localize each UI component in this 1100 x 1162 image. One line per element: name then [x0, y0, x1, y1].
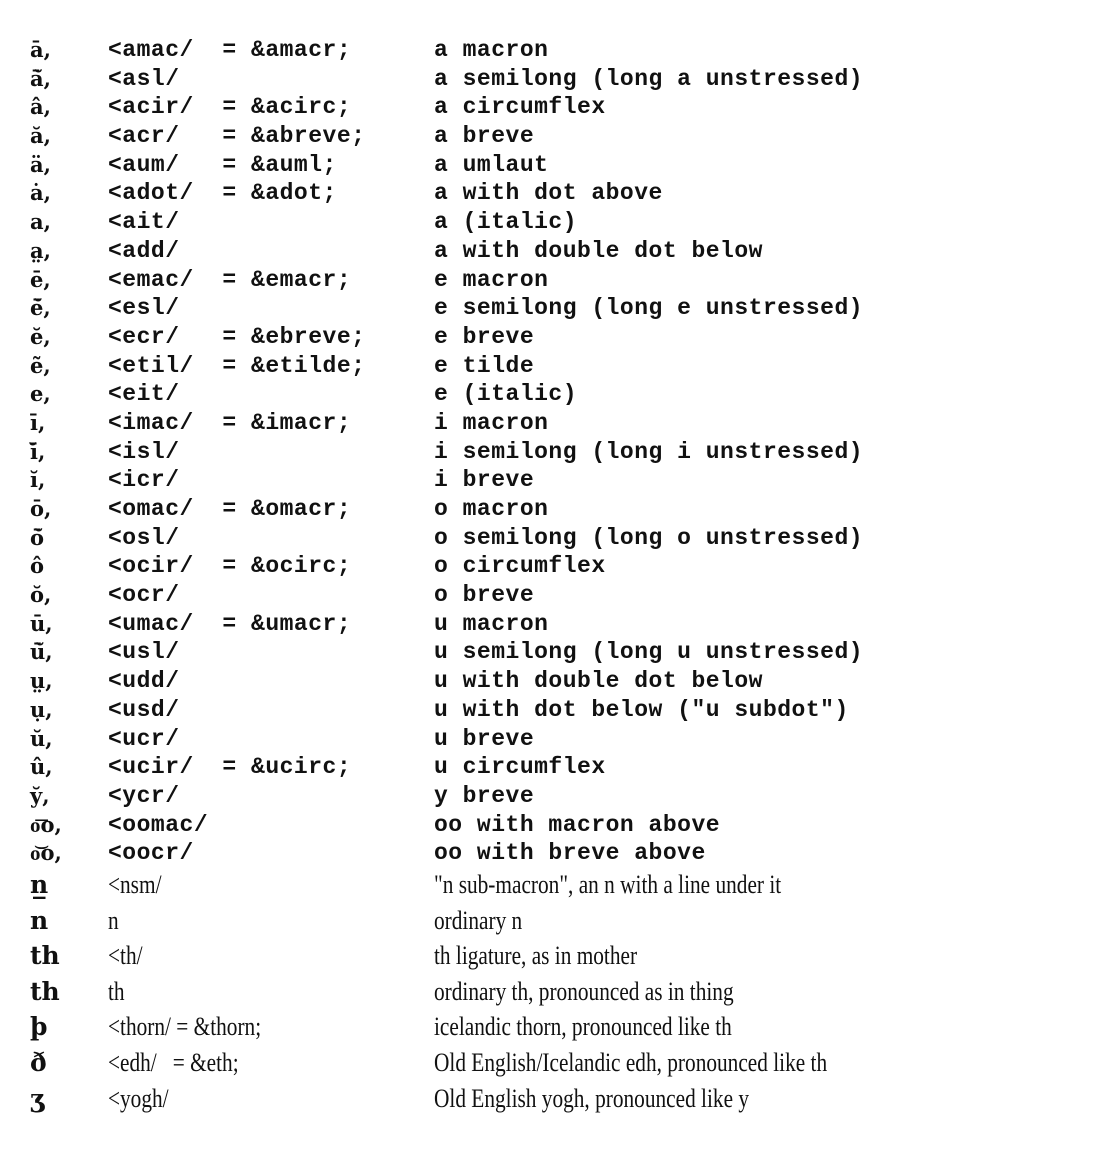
character-glyph: o͞o,: [30, 811, 62, 837]
entity-code: <eit/: [108, 381, 180, 408]
character-glyph: ụ,: [30, 696, 53, 722]
character-description: e tilde: [434, 352, 535, 379]
table-row: [0, 839, 1100, 868]
entity-code: <emac/ = &emacr;: [108, 266, 352, 293]
entity-code: <asl/: [108, 65, 180, 92]
character-description: i semilong (long i unstressed): [434, 438, 864, 465]
entity-code: <aum/ = &auml;: [108, 151, 337, 178]
entity-code: th: [108, 976, 125, 1006]
entity-code: <adot/ = &adot;: [108, 180, 337, 207]
entity-code: <usd/: [108, 696, 180, 723]
character-description: e (italic): [434, 381, 578, 408]
character-glyph: ĭ,: [30, 467, 46, 493]
table-row: [0, 811, 1100, 840]
character-glyph: ē̆,: [30, 295, 51, 321]
character-description: a with double dot below: [434, 237, 763, 264]
character-glyph: ō,: [30, 496, 52, 521]
character-description: a with dot above: [434, 180, 663, 207]
table-row: [0, 122, 1100, 151]
character-description: th ligature, as in mother: [434, 941, 638, 971]
character-glyph: þ: [30, 1012, 48, 1042]
character-description: ordinary th, pronounced as in thing: [434, 976, 734, 1006]
entity-code: <icr/: [108, 467, 180, 494]
character-description: i breve: [434, 467, 535, 494]
character-description: e macron: [434, 266, 549, 293]
table-row: [0, 1046, 1100, 1082]
character-description: e breve: [434, 323, 535, 350]
table-row: [0, 725, 1100, 754]
entity-code: <add/: [108, 237, 180, 264]
table-row: [0, 552, 1100, 581]
character-description: o circumflex: [434, 553, 606, 580]
character-description: u macron: [434, 610, 549, 637]
character-glyph: th: [30, 976, 60, 1006]
character-glyph: ō̆: [30, 524, 45, 550]
table-row: [0, 352, 1100, 381]
entity-code: n: [108, 905, 119, 935]
entity-code: <ucr/: [108, 725, 180, 752]
character-glyph: ẽ,: [30, 352, 51, 378]
character-entity-table: [0, 36, 1100, 1117]
table-row: [0, 868, 1100, 904]
entity-code: <ait/: [108, 209, 180, 236]
character-description: Old English/Icelandic edh, pronounced like th: [434, 1047, 828, 1077]
table-row: [0, 638, 1100, 667]
table-row: [0, 1010, 1100, 1046]
character-description: y breve: [434, 782, 535, 809]
character-description: u with dot below ("u subdot"): [434, 696, 849, 723]
table-row: [0, 208, 1100, 237]
table-row: [0, 782, 1100, 811]
entity-code: <edh/ = &eth;: [108, 1047, 239, 1077]
character-description: o breve: [434, 582, 535, 609]
character-glyph: ī,: [30, 409, 46, 435]
entity-code: <oocr/: [108, 840, 194, 867]
table-row: [0, 667, 1100, 696]
character-glyph: ū̆,: [30, 639, 53, 665]
entity-code: <ucir/ = &ucirc;: [108, 754, 352, 781]
character-glyph: ȧ,: [30, 180, 51, 206]
table-row: [0, 581, 1100, 610]
character-glyph: ʒ: [30, 1083, 45, 1113]
table-row: [0, 93, 1100, 122]
table-row: [0, 409, 1100, 438]
entity-code: <ocr/: [108, 582, 180, 609]
entity-code: <nsm/: [108, 869, 162, 899]
entity-code: <umac/ = &umacr;: [108, 610, 352, 637]
entity-code: <ycr/: [108, 782, 180, 809]
character-description: o macron: [434, 496, 549, 522]
character-description: icelandic thorn, pronounced like th: [434, 1012, 732, 1042]
character-glyph: ū,: [30, 610, 53, 636]
table-row: [0, 904, 1100, 940]
character-description: Old English yogh, pronounced like y: [434, 1083, 750, 1113]
character-description: u circumflex: [434, 754, 606, 781]
character-glyph: o͝o,: [30, 840, 62, 866]
character-glyph: ŏ,: [30, 582, 52, 608]
character-glyph: ĕ,: [30, 323, 51, 349]
table-row: [0, 438, 1100, 467]
entity-code: <th/: [108, 941, 143, 971]
character-description: e semilong (long e unstressed): [434, 295, 864, 322]
entity-code: <esl/: [108, 295, 180, 322]
entity-code: <osl/: [108, 524, 180, 551]
table-row: [0, 36, 1100, 65]
character-glyph: ā̆,: [30, 65, 51, 91]
entity-code: <udd/: [108, 668, 180, 695]
character-description: u semilong (long u unstressed): [434, 639, 864, 666]
entity-code: <usl/: [108, 639, 180, 666]
character-description: u with double dot below: [434, 668, 763, 695]
entity-code: <yogh/: [108, 1083, 169, 1113]
table-row: [0, 1082, 1100, 1118]
character-description: "n sub-macron", an n with a line under it: [434, 869, 782, 899]
entity-code: <imac/ = &imacr;: [108, 409, 352, 436]
table-row: [0, 323, 1100, 352]
entity-code: <acr/ = &abreve;: [108, 123, 366, 150]
character-glyph: th: [30, 941, 60, 971]
character-glyph: â,: [30, 94, 51, 120]
entity-code: <isl/: [108, 438, 180, 465]
entity-code: <omac/ = &omacr;: [108, 496, 352, 522]
entity-code: <ocir/ = &ocirc;: [108, 553, 352, 580]
table-row: [0, 294, 1100, 323]
entity-code: <amac/ = &amacr;: [108, 37, 352, 63]
character-glyph: ṳ,: [30, 668, 53, 694]
table-row: [0, 466, 1100, 495]
character-description: o semilong (long o unstressed): [434, 524, 864, 551]
entity-code: <ecr/ = &ebreve;: [108, 323, 366, 350]
table-row: [0, 524, 1100, 553]
table-row: [0, 975, 1100, 1011]
character-glyph: ā,: [30, 37, 51, 62]
character-glyph: ð: [30, 1047, 47, 1077]
character-glyph: n: [30, 905, 49, 935]
character-glyph: ŭ,: [30, 725, 53, 751]
character-glyph: û,: [30, 754, 53, 780]
table-row: [0, 179, 1100, 208]
table-row: [0, 65, 1100, 94]
table-row: [0, 237, 1100, 266]
character-description: a semilong (long a unstressed): [434, 65, 864, 92]
character-glyph: n̲: [30, 869, 49, 899]
character-description: oo with macron above: [434, 811, 721, 838]
entity-code: <thorn/ = &thorn;: [108, 1012, 262, 1042]
character-description: a (italic): [434, 209, 578, 236]
character-glyph: e,: [30, 381, 51, 407]
character-glyph: y̆,: [30, 782, 50, 808]
entity-code: <oomac/: [108, 811, 209, 838]
character-description: oo with breve above: [434, 840, 706, 867]
character-description: ordinary n: [434, 905, 523, 935]
character-description: i macron: [434, 409, 549, 436]
table-row: [0, 495, 1100, 524]
table-row: [0, 939, 1100, 975]
table-row: [0, 753, 1100, 782]
character-description: a breve: [434, 123, 535, 150]
character-glyph: a,: [30, 209, 51, 235]
entity-code: <etil/ = &etilde;: [108, 352, 366, 379]
character-description: a macron: [434, 37, 549, 63]
entity-code: <acir/ = &acirc;: [108, 94, 352, 121]
character-glyph: a̤,: [30, 237, 51, 263]
character-glyph: ē,: [30, 266, 51, 292]
character-glyph: ä,: [30, 151, 51, 177]
character-description: a umlaut: [434, 151, 549, 178]
table-row: [0, 151, 1100, 180]
table-row: [0, 610, 1100, 639]
character-glyph: ô: [30, 553, 45, 579]
character-description: u breve: [434, 725, 535, 752]
table-row: [0, 696, 1100, 725]
table-row: [0, 266, 1100, 295]
character-glyph: ă,: [30, 123, 51, 149]
character-description: a circumflex: [434, 94, 606, 121]
table-row: [0, 380, 1100, 409]
character-glyph: ī̆,: [30, 438, 46, 464]
